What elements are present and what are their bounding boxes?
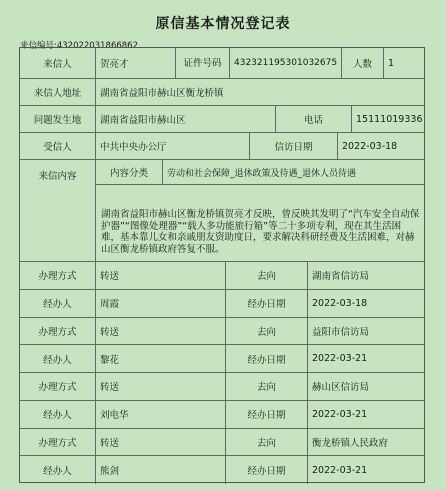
sender-label: 来信人 (20, 48, 96, 79)
record-value-1: 熊剑 (96, 456, 226, 484)
record-label-1: 经办人 (20, 401, 96, 429)
record-value-1: 转送 (96, 429, 226, 457)
id-number-value: 432321195301032675 (230, 48, 342, 79)
recipient-value: 中共中央办公厅 (96, 133, 250, 160)
registration-table (19, 47, 425, 483)
record-label-1: 经办人 (20, 345, 96, 373)
record-value-1: 转送 (96, 373, 226, 401)
record-label-2: 经办日期 (226, 290, 308, 318)
letter-content-label: 来信内容 (20, 160, 96, 262)
record-label-1: 办理方式 (20, 373, 96, 401)
record-value-2: 赫山区信访局 (308, 373, 425, 401)
record-label-1: 办理方式 (20, 318, 96, 346)
phone-label: 电话 (276, 106, 352, 133)
record-label-2: 去向 (226, 318, 308, 346)
phone-value: 15111019336 (352, 106, 425, 133)
record-value-1: 转送 (96, 318, 226, 346)
address-value: 湖南省益阳市赫山区衡龙桥镇 (96, 79, 425, 106)
record-value-2: 湖南省信访局 (308, 262, 425, 290)
incident-location-value: 湖南省益阳市赫山区 (96, 106, 276, 133)
record-value-1: 黎花 (96, 345, 226, 373)
address-label: 来信人地址 (20, 79, 96, 106)
record-label-1: 经办人 (20, 456, 96, 484)
record-label-2: 经办日期 (226, 456, 308, 484)
record-value-2: 2022-03-18 (308, 290, 425, 318)
recipient-label: 受信人 (20, 133, 96, 160)
sender-value: 贺亮才 (96, 48, 176, 79)
person-count-label: 人数 (342, 48, 384, 79)
form-title: 原信基本情况登记表 (155, 16, 291, 32)
record-label-2: 去向 (226, 429, 308, 457)
record-label-1: 办理方式 (20, 429, 96, 457)
record-label-2: 经办日期 (226, 401, 308, 429)
incident-location-label: 问题发生地 (20, 106, 96, 133)
visit-date-value: 2022-03-18 (338, 133, 425, 160)
category-label: 内容分类 (96, 160, 163, 185)
record-label-2: 去向 (226, 262, 308, 290)
record-value-1: 刘电华 (96, 401, 226, 429)
person-count-value: 1 (384, 48, 425, 79)
record-value-2: 2022-03-21 (308, 401, 425, 429)
record-value-1: 周霞 (96, 290, 226, 318)
record-value-2: 衡龙桥镇人民政府 (308, 429, 425, 457)
record-value-2: 2022-03-21 (312, 464, 368, 476)
letter-serial-number: 来信编号:432022031866862 (20, 41, 138, 51)
category-value: 劳动和社会保障_退休政策及待遇_退休人员待遇 (163, 160, 425, 185)
record-value-1: 转送 (96, 262, 226, 290)
record-value-2: 益阳市信访局 (308, 318, 425, 346)
record-label-2: 经办日期 (226, 345, 308, 373)
visit-date-label: 信访日期 (250, 133, 338, 160)
id-number-label: 证件号码 (176, 48, 230, 79)
record-value-2: 2022-03-21 (308, 345, 425, 373)
record-label-1: 经办人 (20, 290, 96, 318)
record-label-2: 去向 (226, 373, 308, 401)
letter-content-text: 湖南省益阳市赫山区衡龙桥镇贺亮才反映，曾反映其发明了“汽车安全自动保护器”“图像处理器”“载人多功能旅行箱”等二十多项专利，现在其生活困难，基本靠儿女和亲戚朋友资助度日，要求解决科研经费及生活困难，对赫山区衡龙桥镇政府答复不服。 (96, 185, 425, 262)
record-label-1: 办理方式 (20, 262, 96, 290)
